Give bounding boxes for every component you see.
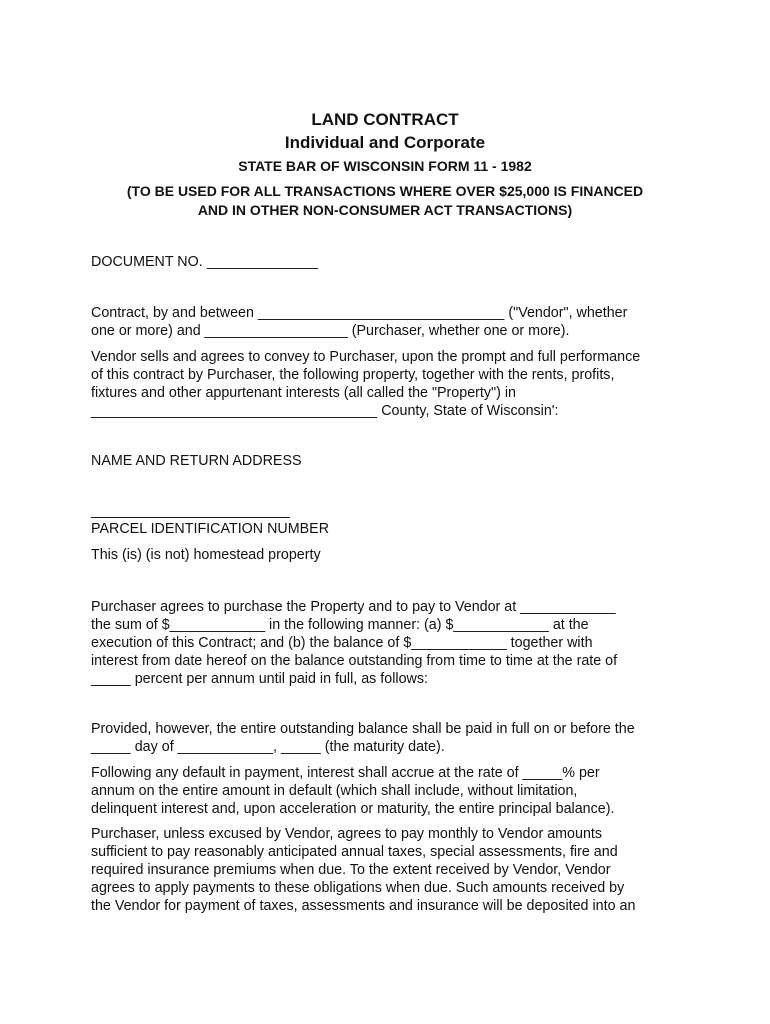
vendor-sells-paragraph: Vendor sells and agrees to convey to Purchaser, upon the prompt and full performance of this contract by Purchaser, the following property, together with the rents, profits, fixtures and other appurtenant interests (all called the "Property") in ____________________________________ County, State of Wisconsin': (91, 349, 641, 419)
usage-notice: (TO BE USED FOR ALL TRANSACTIONS WHERE OVER $25,000 IS FINANCED AND IN OTHER NON-CONSUMER ACT TRANSACTIONS) (126, 183, 644, 218)
purchase-terms-paragraph: Purchaser agrees to purchase the Property and to pay to Vendor at ____________ the sum of $____________ in the following manner: (a) $____________ at the execution of this Contract; and (b) the balance of $____________ together with interest from date hereof on the balance outstanding from time to time at the rate of _____ percent per annum until paid in full, as follows: (91, 599, 618, 687)
maturity-paragraph: Provided, however, the entire outstanding balance shall be paid in full on or before the _____ day of ____________, _____ (the maturity date). (91, 721, 635, 755)
parcel-signature-line: _________________________ (91, 503, 290, 519)
homestead-statement: This (is) (is not) homestead property (91, 547, 321, 563)
default-interest-paragraph: Following any default in payment, interest shall accrue at the rate of _____% per annum on the entire amount in default (which shall include, without limitation, delinquent interest and, upon acceleration or maturity, the entire principal balance). (91, 765, 615, 817)
document-title: LAND CONTRACT (311, 110, 459, 129)
document-subtitle: Individual and Corporate (284, 133, 486, 152)
parcel-identification-label: PARCEL IDENTIFICATION NUMBER (91, 521, 330, 537)
escrow-paragraph: Purchaser, unless excused by Vendor, agrees to pay monthly to Vendor amounts sufficient to pay reasonably anticipated annual taxes, special assessments, fire and required insurance premiums when due. To the extent received by Vendor, Vendor agrees to apply payments to these obligations when due. Such amounts received by the Vendor for payment of taxes, assessments and insurance will be deposited into an (91, 826, 636, 914)
form-line: STATE BAR OF WISCONSIN FORM 11 - 1982 (238, 158, 532, 174)
name-return-address-label: NAME AND RETURN ADDRESS (91, 453, 302, 469)
document-number: DOCUMENT NO. ______________ (91, 254, 319, 270)
contract-parties-paragraph: Contract, by and between _______________________________ ("Vendor", whether one or more) and __________________ (Purchaser, whether one or more). (91, 305, 628, 339)
